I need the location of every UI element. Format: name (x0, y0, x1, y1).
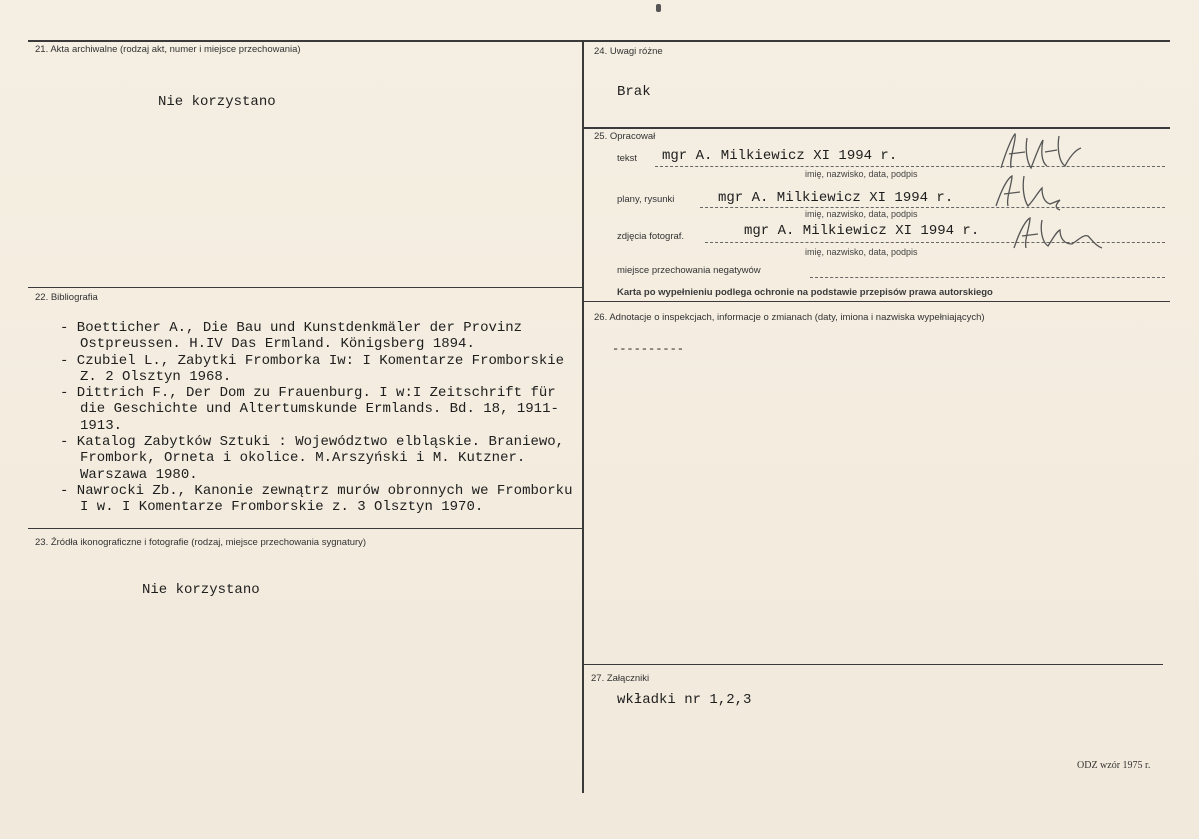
author-plans-line (700, 207, 1165, 208)
rule-21-22 (28, 287, 583, 288)
author-text-sublabel: imię, nazwisko, data, podpis (805, 169, 918, 179)
field-21-label: 21. Akta archiwalne (rodzaj akt, numer i miejsce przechowania) (35, 44, 301, 55)
list-item: - Boetticher A., Die Bau und Kunstdenkmäler der Provinz Ostpreussen. H.IV Das Ermland. Königsberg 1894. (60, 320, 531, 353)
list-item: - Nawrocki Zb., Kanonie zewnątrz murów obronnych we Fromborku I w. I Komentarze Fromborskie z. 3 Olsztyn 1970. (60, 482, 581, 516)
negatives-label: miejsce przechowania negatywów (617, 265, 761, 276)
list-item: - Czubiel L., Zabytki Fromborka Iw: I Komentarze Fromborskie Z. 2 Olsztyn 1968. (60, 352, 573, 385)
field-23-value: Nie korzystano (142, 582, 260, 598)
field-24-label: 24. Uwagi różne (594, 46, 663, 57)
field-26-label: 26. Adnotacje o inspekcjach, informacje o zmianach (daty, imiona i nazwiska wypełniających) (594, 312, 985, 323)
signature-1 (995, 128, 1090, 176)
punch-mark (656, 4, 661, 12)
field-27-label: 27. Załączniki (591, 673, 650, 684)
author-photos-sublabel: imię, nazwisko, data, podpis (805, 247, 918, 257)
form-id: ODZ wzór 1975 r. (1077, 760, 1151, 771)
field-26-value: ---------- (612, 342, 685, 356)
list-item: - Katalog Zabytków Sztuki : Województwo elbląskie. Braniewo, Frombork, Orneta i okolice. M.Arszyński i M. Kutzner. Warszawa 1980. (60, 434, 573, 483)
field-27-value: wkładki nr 1,2,3 (617, 692, 752, 708)
list-item: - Dittrich F., Der Dom zu Frauenburg. I w:I Zeitschrift für die Geschichte und Altertumskunde Ermlands. Bd. 18, 1911-1913. (60, 385, 565, 434)
field-24-value: Brak (617, 84, 651, 100)
author-photos-value: mgr A. Milkiewicz XI 1994 r. (744, 223, 980, 239)
author-plans-sublabel: imię, nazwisko, data, podpis (805, 209, 918, 219)
rule-26-27 (583, 664, 1163, 665)
author-plans-value: mgr A. Milkiewicz XI 1994 r. (718, 190, 954, 206)
signature-2 (990, 170, 1080, 212)
author-text-label: tekst (617, 153, 638, 164)
author-text-value: mgr A. Milkiewicz XI 1994 r. (662, 148, 898, 164)
negatives-line (810, 277, 1165, 278)
field-25-label: 25. Opracował (594, 131, 656, 142)
rule-25-26 (583, 301, 1170, 302)
vertical-divider (582, 41, 584, 793)
field-21-value: Nie korzystano (158, 94, 276, 110)
top-rule (28, 40, 1170, 42)
bibliography-list (60, 320, 580, 516)
field-23-label: 23. Źródła ikonograficzne i fotografie (rodzaj, miejsce przechowania sygnatury) (35, 537, 367, 548)
copyright-note: Karta po wypełnieniu podlega ochronie na podstawie przepisów prawa autorskiego (617, 287, 993, 298)
author-photos-label: zdjęcia fotograf. (617, 231, 685, 242)
author-plans-label: plany, rysunki (617, 194, 675, 205)
rule-22-23 (28, 528, 583, 529)
field-22-label: 22. Bibliografia (35, 292, 98, 303)
signature-3 (1008, 214, 1108, 254)
